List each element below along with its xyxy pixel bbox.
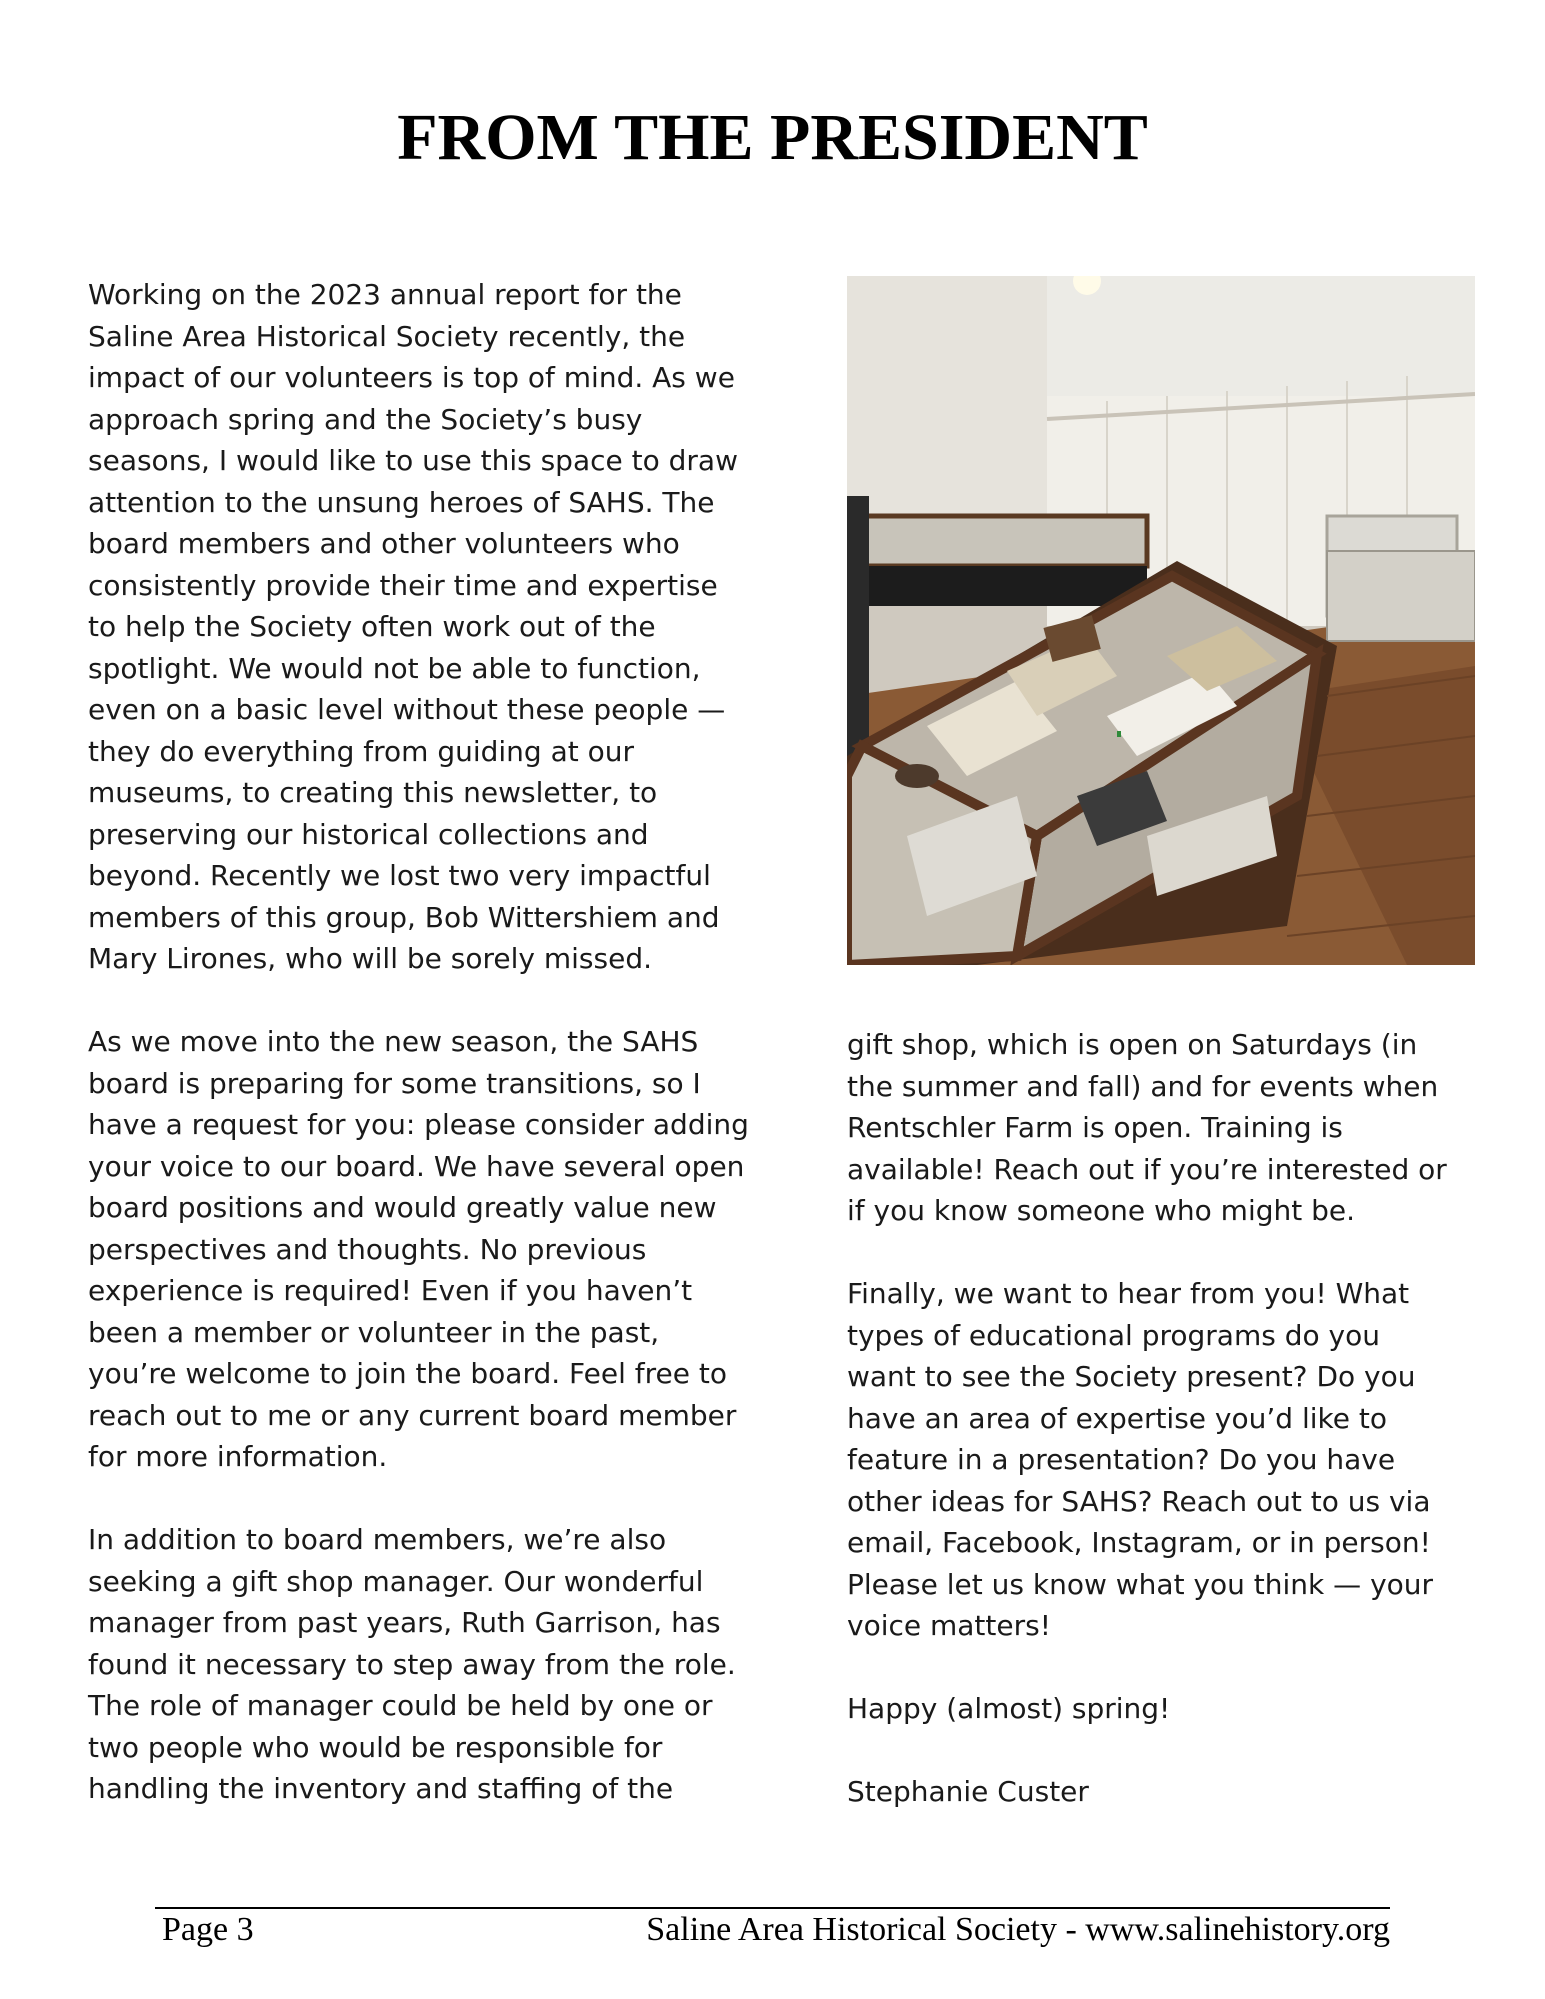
signature-name: Stephanie Custer: [847, 1775, 1089, 1808]
paragraph-gift-shop-end: gift shop, which is open on Saturdays (in the summer and fall) and for events when Rentschler Farm is open. Training is available! Reach out if you’re interested or if you know someone who might be.: [847, 1028, 1447, 1227]
footer-site-credit: Saline Area Historical Society - www.salinehistory.org: [646, 1911, 1390, 1948]
left-column: [88, 274, 788, 1810]
page-title: FROM THE PRESIDENT: [397, 101, 1148, 174]
paragraph-closing: Happy (almost) spring!: [847, 1692, 1171, 1725]
right-column: [847, 1024, 1507, 1813]
footer-divider: [155, 1907, 1390, 1909]
museum-display-case-photo: [847, 276, 1475, 965]
paragraph-gift-shop-start: In addition to board members, we’re also seeking a gift shop manager. Our wonderful manager from past years, Ruth Garrison, has found it necessary to step away from the role. The role of manager could be held by one or two people who would be responsible for handling the inventory and staffing of the: [88, 1523, 736, 1805]
paragraph-volunteers: Working on the 2023 annual report for the Saline Area Historical Society recently, the impact of our volunteers is top of mind. As we approach spring and the Society’s busy seasons, I would like to use this space to draw attention to the unsung heroes of SAHS. The board members and other volunteers who consistently provide their time and expertise to help the Society often work out of the spotlight. We would not be able to function, even on a basic level without these people — they do everything from guiding at our museums, to creating this newsletter, to preserving our historical collections and beyond. Recently we lost two very impactful members of this group, Bob Wittershiem and Mary Lirones, who will be sorely missed.: [88, 278, 738, 975]
paragraph-board-request: As we move into the new season, the SAHS board is preparing for some transitions, so I have a request for you: please consider adding your voice to our board. We have several open board positions and would greatly value new perspectives and thoughts. No previous experience is required! Even if you haven’t been a member or volunteer in the past, you’re welcome to join the board. Feel free to reach out to me or any current board member for more information.: [88, 1025, 749, 1473]
paragraph-feedback: Finally, we want to hear from you! What types of educational programs do you want to see the Society present? Do you have an area of expertise you’d like to feature in a presentation? Do you have other ideas for SAHS? Reach out to us via email, Facebook, Instagram, or in person! Please let us know what you think — your voice matters!: [847, 1277, 1434, 1642]
footer-page-number: Page 3: [162, 1911, 254, 1948]
